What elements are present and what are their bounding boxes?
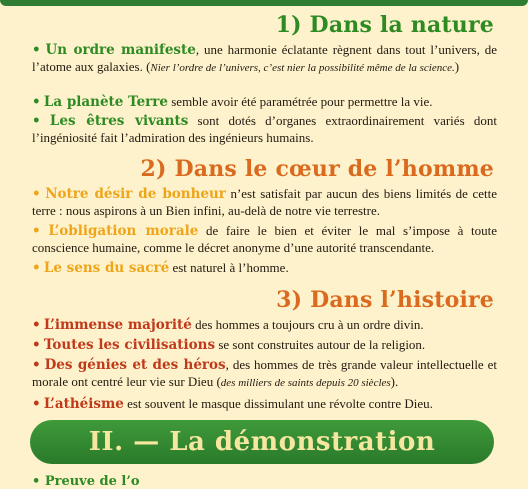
section-heading-heart: 2) Dans le cœur de l’homme [140, 156, 494, 182]
list-item [32, 337, 497, 354]
item-text: des hommes a toujours cru à un ordre divin. [191, 317, 424, 332]
item-text: sont dotés d’organes extraordinairement variés dont l’ingéniosité fait l’admiration des ingénieurs humains. [32, 113, 497, 145]
bullet: • [32, 113, 41, 129]
item-text-after: ) [454, 58, 460, 74]
item-lead: L’immense majorité [43, 317, 192, 333]
bullet: • [32, 260, 41, 276]
list-item [32, 260, 497, 277]
top-decorative-band [0, 0, 528, 6]
item-text: semble avoir été paramétrée pour permettre la vie. [167, 94, 433, 109]
item-lead: Le sens du sacré [43, 260, 170, 276]
bullet: • [32, 337, 41, 353]
item-text: est naturel à l’homme. [169, 260, 289, 275]
section-heading-history: 3) Dans l’histoire [276, 287, 494, 313]
item-text: n’est satisfait par aucun des biens limités de cette terre : nous aspirons à un Bien infini, au-delà de notre vie terrestre. [32, 186, 498, 218]
item-text: , une harmonie éclatante règnent dans tout l’univers, de l’atome aux galaxies. ( [32, 42, 498, 74]
item-text: de faire le bien et éviter le mal s’impose à toute conscience humaine, comme le décret anonyme d’une autorité transcendante. [32, 223, 498, 255]
section-banner [30, 420, 494, 464]
bullet: • [32, 317, 41, 333]
list-item [32, 223, 497, 256]
bullet: • [32, 186, 41, 202]
list-item [32, 317, 497, 334]
item-lead: Un ordre manifeste [45, 42, 196, 58]
banner-title: II. — La démonstration [88, 427, 436, 457]
item-lead: La planète Terre [43, 94, 168, 110]
item-lead: L’obligation morale [48, 223, 199, 239]
list-item [32, 42, 497, 76]
item-lead: Les êtres vivants [49, 113, 189, 129]
list-item [32, 357, 497, 391]
bullet: • [32, 396, 41, 412]
bullet: • [32, 357, 41, 373]
bullet: • [32, 223, 41, 239]
item-text: est souvent le masque dissimulant une révolte contre Dieu. [123, 396, 433, 411]
list-item [32, 186, 497, 219]
item-note: Nier l’ordre de l’univers, c’est nier la possibilité même de la science. [150, 61, 455, 74]
item-note: des milliers de saints depuis 20 siècles [220, 376, 391, 389]
item-lead: Notre désir de bonheur [45, 186, 226, 202]
list-item [32, 113, 497, 146]
item-text-after: ). [390, 373, 399, 389]
bullet: • [32, 42, 41, 58]
section-heading-nature: 1) Dans la nature [275, 12, 494, 38]
bullet: • [32, 94, 41, 110]
list-item [32, 396, 497, 413]
next-item-cut-off: • Preuve de l’o [32, 474, 140, 489]
item-lead: L’athéisme [43, 396, 124, 412]
item-text: , des hommes de très grande valeur intellectuelle et morale ont centré leur vie sur Dieu ( [32, 357, 498, 389]
item-lead: Des génies et des héros [44, 357, 226, 373]
item-lead: Toutes les civilisations [43, 337, 216, 353]
list-item [32, 94, 497, 111]
item-text: se sont construites autour de la religion. [215, 337, 426, 352]
